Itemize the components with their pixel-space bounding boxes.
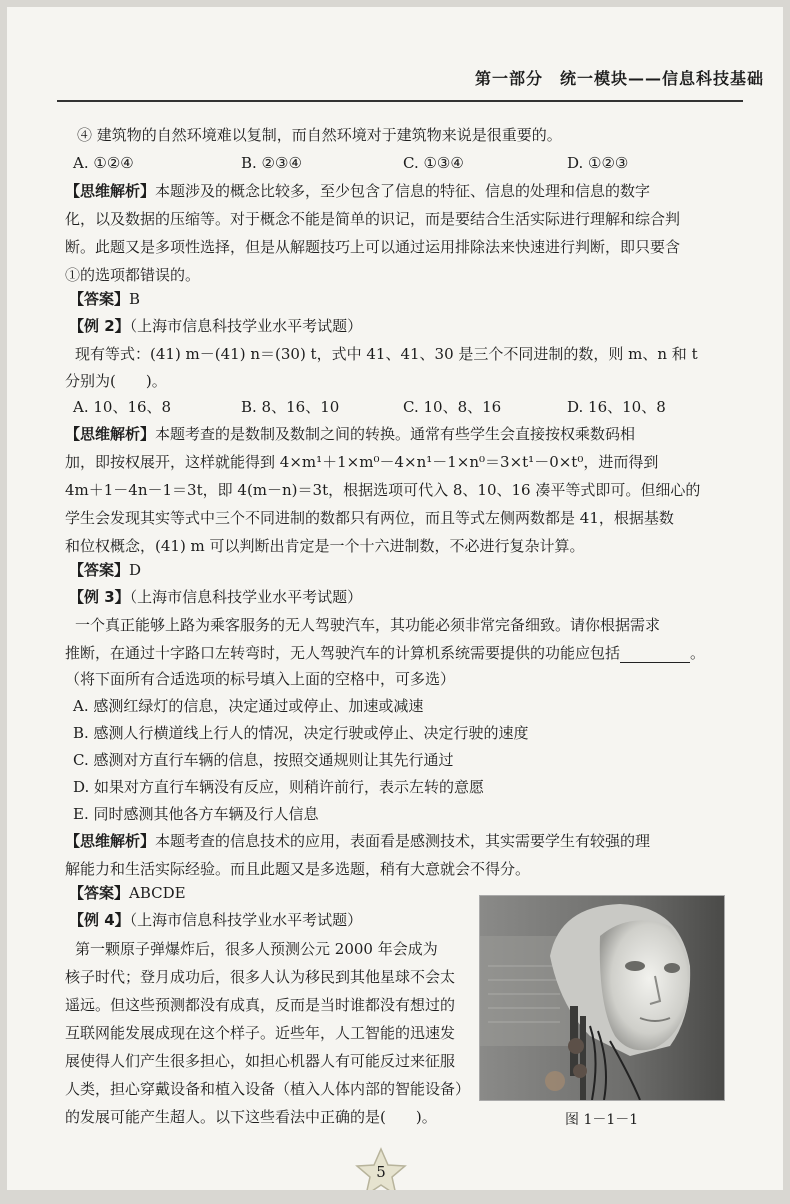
q2-label: 【例 2】: [69, 317, 130, 335]
q4-stem-line: 核子时代；登月成功后，很多人认为移民到其他星球不会太: [65, 968, 456, 986]
q4-label: 【例 4】: [69, 911, 130, 929]
q1-analysis-label: 【思维解析】: [65, 182, 156, 200]
q1-option-d: D. ①②③: [567, 154, 629, 172]
running-header: 第一部分 统一模块——信息科技基础: [475, 69, 765, 88]
q3-option-e: E. 同时感测其他各方车辆及行人信息: [73, 805, 319, 823]
q3-option-d: D. 如果对方直行车辆没有反应，则稍许前行，表示左转的意愿: [73, 778, 485, 796]
q2-analysis-label: 【思维解析】: [65, 425, 156, 443]
q3-analysis-line: 解能力和生活实际经验。而且此题又是多选题，稍有大意就会不得分。: [65, 860, 531, 878]
q3-option-c: C. 感测对方直行车辆的信息，按照交通规则让其先行通过: [73, 751, 454, 769]
q2-analysis-line: 4m＋1－4n－1＝3t，即 4(m－n)＝3t，根据选项可代入 8、10、16 凑平等式即可。但细心的: [65, 481, 701, 499]
q3-answer: [69, 883, 186, 903]
q1-options: [73, 153, 693, 173]
q3-stem-line: 推断，在通过十字路口左转弯时，无人驾驶汽车的计算机系统需要提供的功能应包括 。: [65, 644, 706, 662]
q2-stem-line: 现有等式：(41) m－(41) n＝(30) t，式中 41、41、30 是三个不同进制的数，则 m、n 和 t: [75, 345, 698, 363]
q2-analysis-line: 【思维解析】本题考查的是数制及数制之间的转换。通常有些学生会直接按权乘数码相: [65, 425, 636, 443]
q2-option-d: D. 16、10、8: [567, 398, 666, 416]
book-page: [7, 7, 783, 1190]
q3-answer-value: ABCDE: [129, 884, 186, 902]
q1-analysis-line: 断。此题又是多项性选择，但是从解题技巧上可以通过运用排除法来快速进行判断，即只要含: [65, 238, 681, 256]
q1-analysis-line: 【思维解析】本题涉及的概念比较多，至少包含了信息的特征、信息的处理和信息的数字: [65, 182, 651, 200]
q1-option-a: A. ①②④: [73, 154, 134, 172]
q1-analysis-line: ①的选项都错误的。: [65, 266, 201, 284]
q1-option-b: B. ②③④: [241, 154, 302, 172]
q2-option-b: B. 8、16、10: [241, 398, 340, 416]
q2-analysis-line: 和位权概念，(41) m 可以判断出肯定是一个十六进制数，不必进行复杂计算。: [65, 537, 585, 555]
q3-stem-line: 一个真正能够上路为乘客服务的无人驾驶汽车，其功能必须非常完备细致。请你根据需求: [75, 616, 661, 634]
q4-stem-line: 展使得人们产生很多担心，如担心机器人有可能反过来征服: [65, 1052, 456, 1070]
q4-stem-line: 遥远。但这些预测都没有成真，反而是当时谁都没有想过的: [65, 996, 456, 1014]
q4-stem-line: 人类，担心穿戴设备和植入设备（植入人体内部的智能设备）: [65, 1080, 471, 1098]
robot-photo: [479, 895, 725, 1101]
q2-analysis-line: 加，即按权展开，这样就能得到 4×m¹＋1×m⁰－4×n¹－1×n⁰＝3×t¹－0×t⁰，进而得到: [65, 453, 659, 471]
q3-option-a: A. 感测红绿灯的信息，决定通过或停止、加速或减速: [73, 697, 424, 715]
q4-stem-line: 互联网能发展成现在这个样子。近些年，人工智能的迅速发: [65, 1024, 456, 1042]
q1-answer-value: B: [129, 290, 141, 308]
q2-option-c: C. 10、8、16: [403, 398, 502, 416]
q2-analysis-line: 学生会发现其实等式中三个不同进制的数都只有两位，而且等式左侧两数都是 41，根据基数: [65, 509, 674, 527]
q1-answer: [69, 289, 140, 309]
q2-heading: [69, 316, 362, 336]
q4-heading: [69, 910, 362, 930]
header-rule: [57, 100, 743, 102]
q3-answer-blank: [620, 648, 690, 663]
q2-source: （上海市信息科技学业水平考试题）: [129, 317, 363, 335]
q3-heading: [69, 587, 362, 607]
q3-source: （上海市信息科技学业水平考试题）: [129, 588, 363, 606]
q4-source: （上海市信息科技学业水平考试题）: [129, 911, 363, 929]
q3-answer-label: 【答案】: [69, 884, 130, 902]
q4-stem-line: 第一颗原子弹爆炸后，很多人预测公元 2000 年会成为: [75, 940, 438, 958]
q1-analysis-line: 化，以及数据的压缩等。对于概念不能是简单的识记，而是要结合生活实际进行理解和综合判: [65, 210, 681, 228]
page-number: 5: [376, 1163, 386, 1181]
q1-option-c: C. ①③④: [403, 154, 464, 172]
q2-answer: [69, 560, 141, 580]
q2-answer-value: D: [129, 561, 142, 579]
q3-option-b: B. 感测人行横道线上行人的情况，决定行驶或停止、决定行驶的速度: [73, 724, 529, 742]
q1-answer-label: 【答案】: [69, 290, 130, 308]
q3-analysis-label: 【思维解析】: [65, 832, 156, 850]
figure-caption: 图 1－1－1: [565, 1112, 639, 1128]
q2-stem-line: 分别为( )。: [65, 372, 167, 390]
q4-stem-line: 的发展可能产生超人。以下这些看法中正确的是( )。: [65, 1108, 437, 1126]
robot-illustration: [480, 896, 724, 1100]
q3-stem-line: （将下面所有合适选项的标号填入上面的空格中，可多选）: [65, 670, 456, 688]
q2-option-a: A. 10、16、8: [73, 398, 172, 416]
q1-item-4: ④ 建筑物的自然环境难以复制，而自然环境对于建筑物来说是很重要的。: [77, 126, 562, 144]
q2-options: [73, 397, 693, 417]
q2-answer-label: 【答案】: [69, 561, 130, 579]
q3-label: 【例 3】: [69, 588, 130, 606]
q3-analysis-line: 【思维解析】本题考查的信息技术的应用，表面看是感测技术，其实需要学生有较强的理: [65, 832, 651, 850]
